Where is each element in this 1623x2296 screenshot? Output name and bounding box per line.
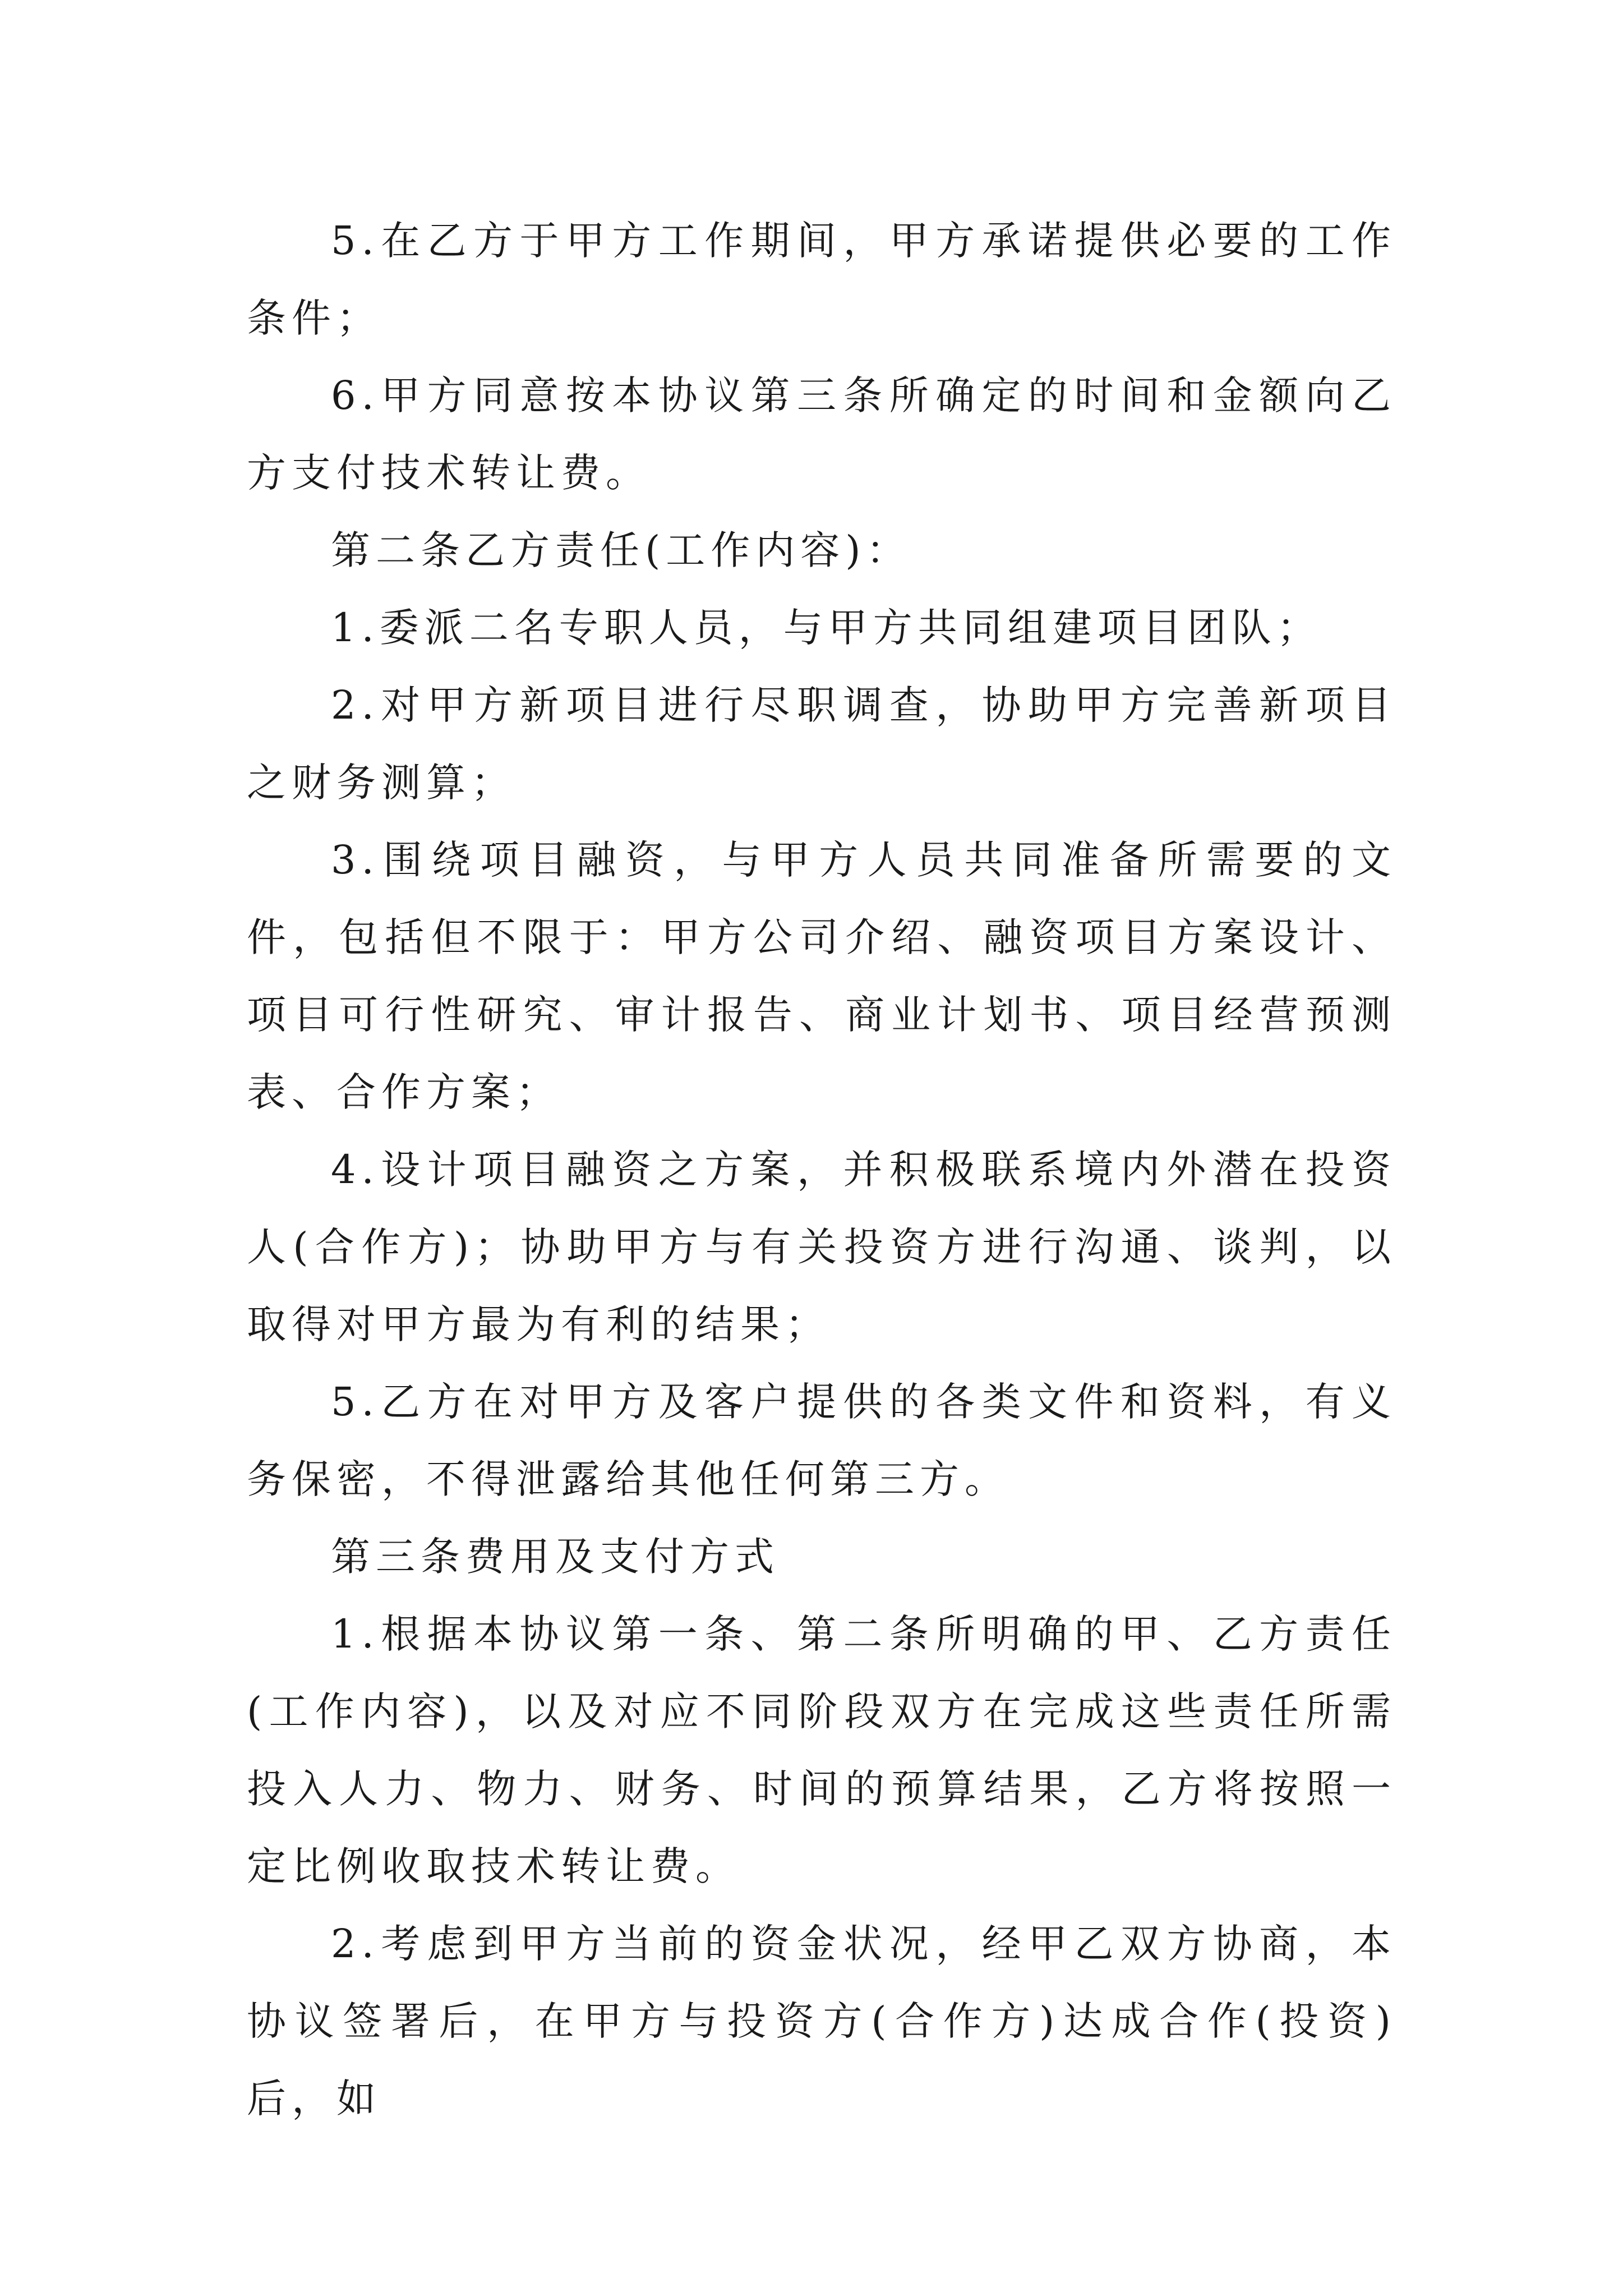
section-heading-article-2: 第二条乙方责任(工作内容)： bbox=[331, 527, 911, 573]
document-body bbox=[247, 202, 1396, 2137]
paragraph-party-b-2: 2.对甲方新项目进行尽职调查，协助甲方完善新项目之财务测算； bbox=[247, 682, 1396, 806]
paragraph-party-b-5: 5.乙方在对甲方及客户提供的各类文件和资料，有义务保密，不得泄露给其他任何第三方。 bbox=[247, 1379, 1396, 1502]
paragraph-fees-1: 1.根据本协议第一条、第二条所明确的甲、乙方责任(工作内容)，以及对应不同阶段双方在完成这些责任所需投入人力、物力、财务、时间的预算结果，乙方将按照一定比例收取技术转让费。 bbox=[247, 1611, 1396, 1889]
paragraph-party-b-1: 1.委派二名专职人员，与甲方共同组建项目团队； bbox=[331, 605, 1322, 651]
paragraph-party-a-6: 6.甲方同意按本协议第三条所确定的时间和金额向乙方支付技术转让费。 bbox=[247, 372, 1396, 496]
paragraph-fees-2: 2.考虑到甲方当前的资金状况，经甲乙双方协商，本协议签署后，在甲方与投资方(合作方)达成合作(投资)后，如 bbox=[247, 1921, 1396, 2122]
section-heading-article-3: 第三条费用及支付方式 bbox=[331, 1534, 780, 1580]
paragraph-party-a-5: 5.在乙方于甲方工作期间，甲方承诺提供必要的工作条件； bbox=[247, 218, 1396, 341]
paragraph-party-b-3: 3.围绕项目融资，与甲方人员共同准备所需要的文件，包括但不限于：甲方公司介绍、融资项目方案设计、项目可行性研究、审计报告、商业计划书、项目经营预测表、合作方案； bbox=[247, 837, 1396, 1115]
paragraph-party-b-4: 4.设计项目融资之方案，并积极联系境内外潜在投资人(合作方)；协助甲方与有关投资方进行沟通、谈判，以取得对甲方最为有利的结果； bbox=[247, 1147, 1396, 1347]
